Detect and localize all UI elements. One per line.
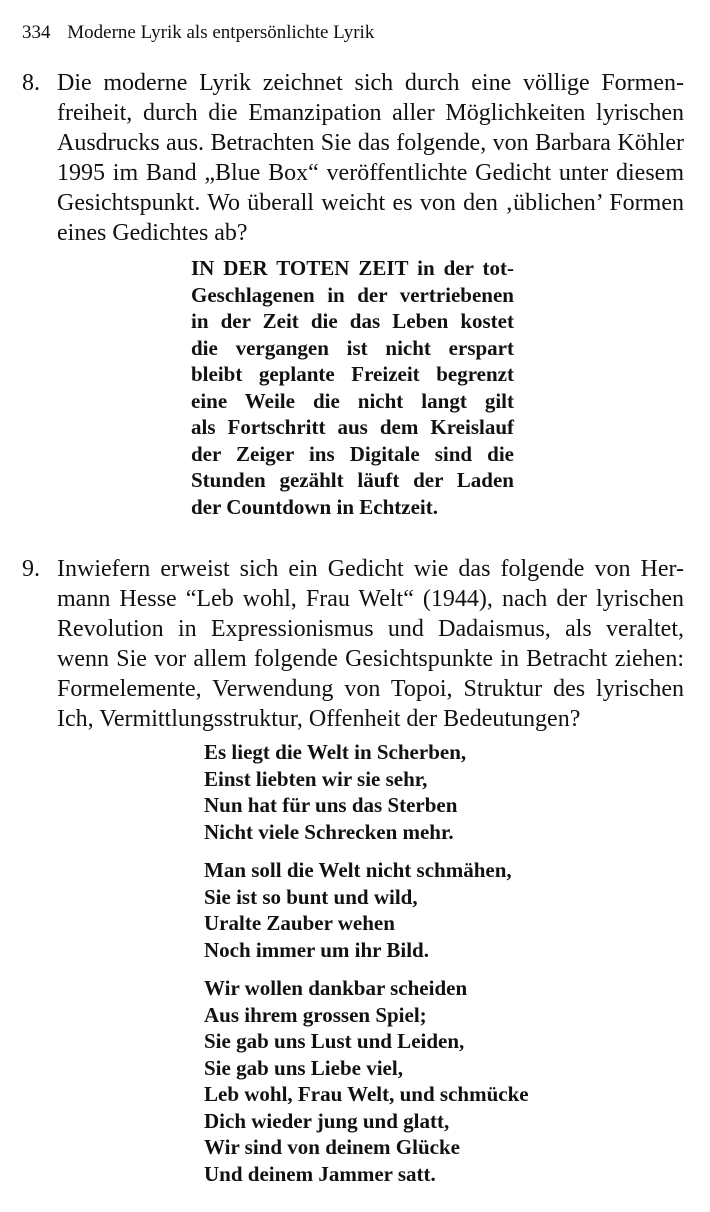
poem-line: als Fortschritt aus dem Kreislauf — [191, 415, 514, 439]
poem-line: Und deinem Jammer satt. — [204, 1161, 436, 1186]
text-line: freiheit, durch die Emanzipation aller Möglichkeiten lyrischen — [57, 100, 684, 126]
poem-line: Uralte Zauber wehen — [204, 911, 395, 935]
poem-line: bleibt geplante Freizeit begrenzt — [191, 362, 514, 386]
text-line: Ich, Vermittlungsstruktur, Offenheit der Bedeutungen? — [57, 706, 581, 732]
poem-line: die vergangen ist nicht erspart — [191, 335, 514, 360]
text-line: Gesichtspunkt. Wo überall weicht es von den ‚üblichen’ Formen — [57, 190, 684, 216]
poem-line: Sie ist so bunt und wild, — [204, 884, 418, 909]
task-text — [57, 68, 684, 248]
text-line: Inwiefern erweist sich ein Gedicht wie das folgende von Her- — [57, 556, 684, 582]
poem-line: Nun hat für uns das Sterben — [204, 793, 458, 817]
poem-line: Nicht viele Schrecken mehr. — [204, 819, 454, 844]
poem-line: Es liegt die Welt in Scherben, — [204, 740, 467, 764]
poem-line: der Zeiger ins Digitale sind die — [191, 441, 514, 466]
poem-line: Sie gab uns Liebe viel, — [204, 1055, 403, 1080]
poem-line: Einst liebten wir sie sehr, — [204, 766, 428, 791]
poem-line: Dich wieder jung und glatt, — [204, 1108, 450, 1133]
poem-koehler — [191, 255, 514, 520]
running-header — [22, 21, 374, 45]
poem-stanza — [204, 975, 529, 1187]
text-line: Revolution in Expressionismus und Dadaismus, als veraltet, — [57, 616, 684, 642]
poem-line: Geschlagenen in der vertriebenen — [191, 282, 514, 307]
poem-stanza — [204, 857, 529, 963]
text-line: Formelemente, Verwendung von Topoi, Struktur des lyrischen — [57, 676, 684, 702]
poem-stanza — [204, 739, 529, 845]
task-number: 9. — [22, 556, 40, 582]
running-title: Moderne Lyrik als entpersönlichte Lyrik — [67, 22, 375, 43]
poem-line: in der Zeit die das Leben kostet — [191, 309, 514, 333]
text-line: Die moderne Lyrik zeichnet sich durch eine völlige Formen- — [57, 70, 684, 96]
poem-line: Wir wollen dankbar scheiden — [204, 976, 468, 1000]
text-line: wenn Sie vor allem folgende Gesichtspunkte in Betracht ziehen: — [57, 646, 684, 672]
poem-line: Leb wohl, Frau Welt, und schmücke — [204, 1082, 529, 1106]
poem-line: Sie gab uns Lust und Leiden, — [204, 1029, 465, 1053]
poem-line: eine Weile die nicht langt gilt — [191, 388, 514, 413]
poem-line: Man soll die Welt nicht schmähen, — [204, 858, 512, 882]
poem-line: Aus ihrem grossen Spiel; — [204, 1002, 427, 1027]
text-line: mann Hesse “Leb wohl, Frau Welt“ (1944), nach der lyrischen — [57, 586, 684, 612]
poem-line: Wir sind von deinem Glücke — [204, 1135, 460, 1159]
task-number: 8. — [22, 70, 40, 96]
text-line: Ausdrucks aus. Betrachten Sie das folgende, von Barbara Köhler — [57, 130, 684, 156]
text-line: 1995 im Band „Blue Box“ veröffentlichte Gedicht unter diesem — [57, 160, 684, 186]
task-text — [57, 554, 684, 734]
poem-line: IN DER TOTEN ZEIT in der tot- — [191, 256, 514, 280]
poem-line: Stunden gezählt läuft der Laden — [191, 468, 514, 492]
poem-line: der Countdown in Echtzeit. — [191, 494, 438, 519]
page-number: 334 — [22, 22, 51, 43]
poem-hesse — [204, 739, 529, 1187]
poem-line: Noch immer um ihr Bild. — [204, 937, 429, 962]
text-line: eines Gedichtes ab? — [57, 220, 248, 246]
